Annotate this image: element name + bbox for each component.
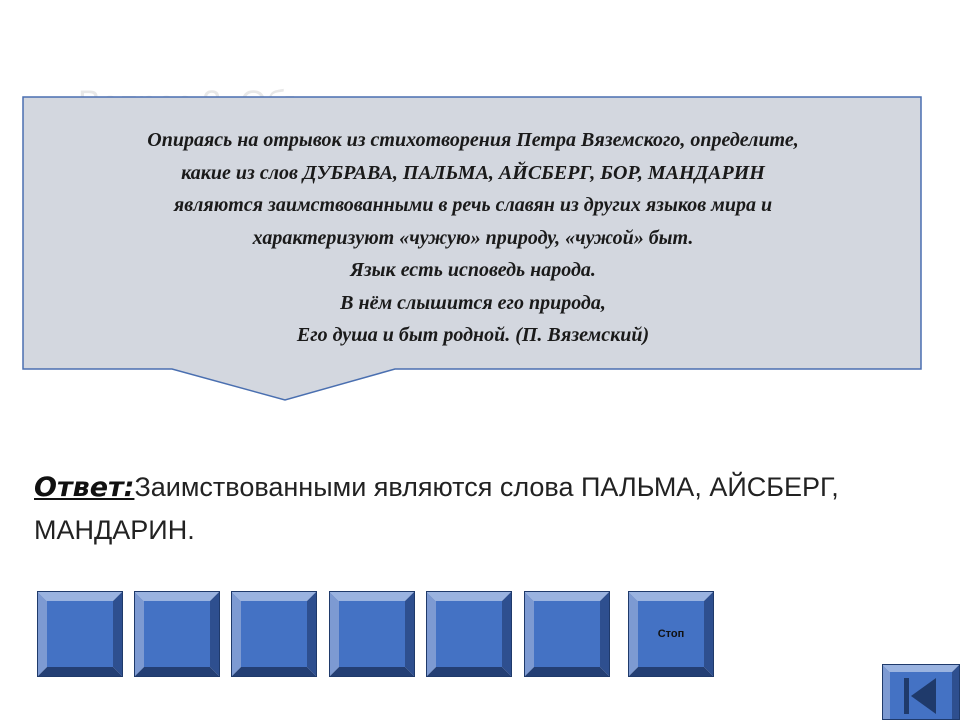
poem-line: Его душа и быт родной. (П. Вяземский) <box>296 324 650 346</box>
nav-button-5[interactable] <box>426 591 512 677</box>
nav-button-1[interactable] <box>37 591 123 677</box>
bevel-button-graphic <box>329 591 415 677</box>
question-line: являются заимствованными в речь славян из других языков мира и <box>173 194 773 216</box>
nav-button-4[interactable] <box>329 591 415 677</box>
bevel-button-graphic <box>426 591 512 677</box>
bevel-button-graphic <box>524 591 610 677</box>
bevel-button-graphic <box>37 591 123 677</box>
nav-button-3[interactable] <box>231 591 317 677</box>
question-line: какие из слов ДУБРАВА, ПАЛЬМА, АЙСБЕРГ, БОР, МАНДАРИН <box>181 161 765 184</box>
nav-button-2[interactable] <box>134 591 220 677</box>
poem-line: В нём слышится его природа, <box>340 291 606 314</box>
answer-block <box>34 466 934 551</box>
bevel-button-graphic <box>231 591 317 677</box>
question-line: Опираясь на отрывок из стихотворения Петра Вяземского, определите, <box>147 129 799 151</box>
answer-label: Ответ: <box>34 472 135 503</box>
stop-button[interactable] <box>628 591 714 677</box>
return-to-start-button[interactable] <box>882 664 960 720</box>
skip-to-start-icon <box>882 664 960 720</box>
answer-text: Заимствованными являются слова ПАЛЬМА, АЙСБЕРГ, МАНДАРИН. <box>34 472 839 545</box>
stop-button-label: Стоп <box>657 628 685 640</box>
bevel-button-graphic <box>134 591 220 677</box>
question-line: характеризуют «чужую» природу, «чужой» быт. <box>252 226 694 249</box>
question-text <box>24 124 922 352</box>
poem-line: Язык есть исповедь народа. <box>350 259 596 281</box>
nav-button-6[interactable] <box>524 591 610 677</box>
